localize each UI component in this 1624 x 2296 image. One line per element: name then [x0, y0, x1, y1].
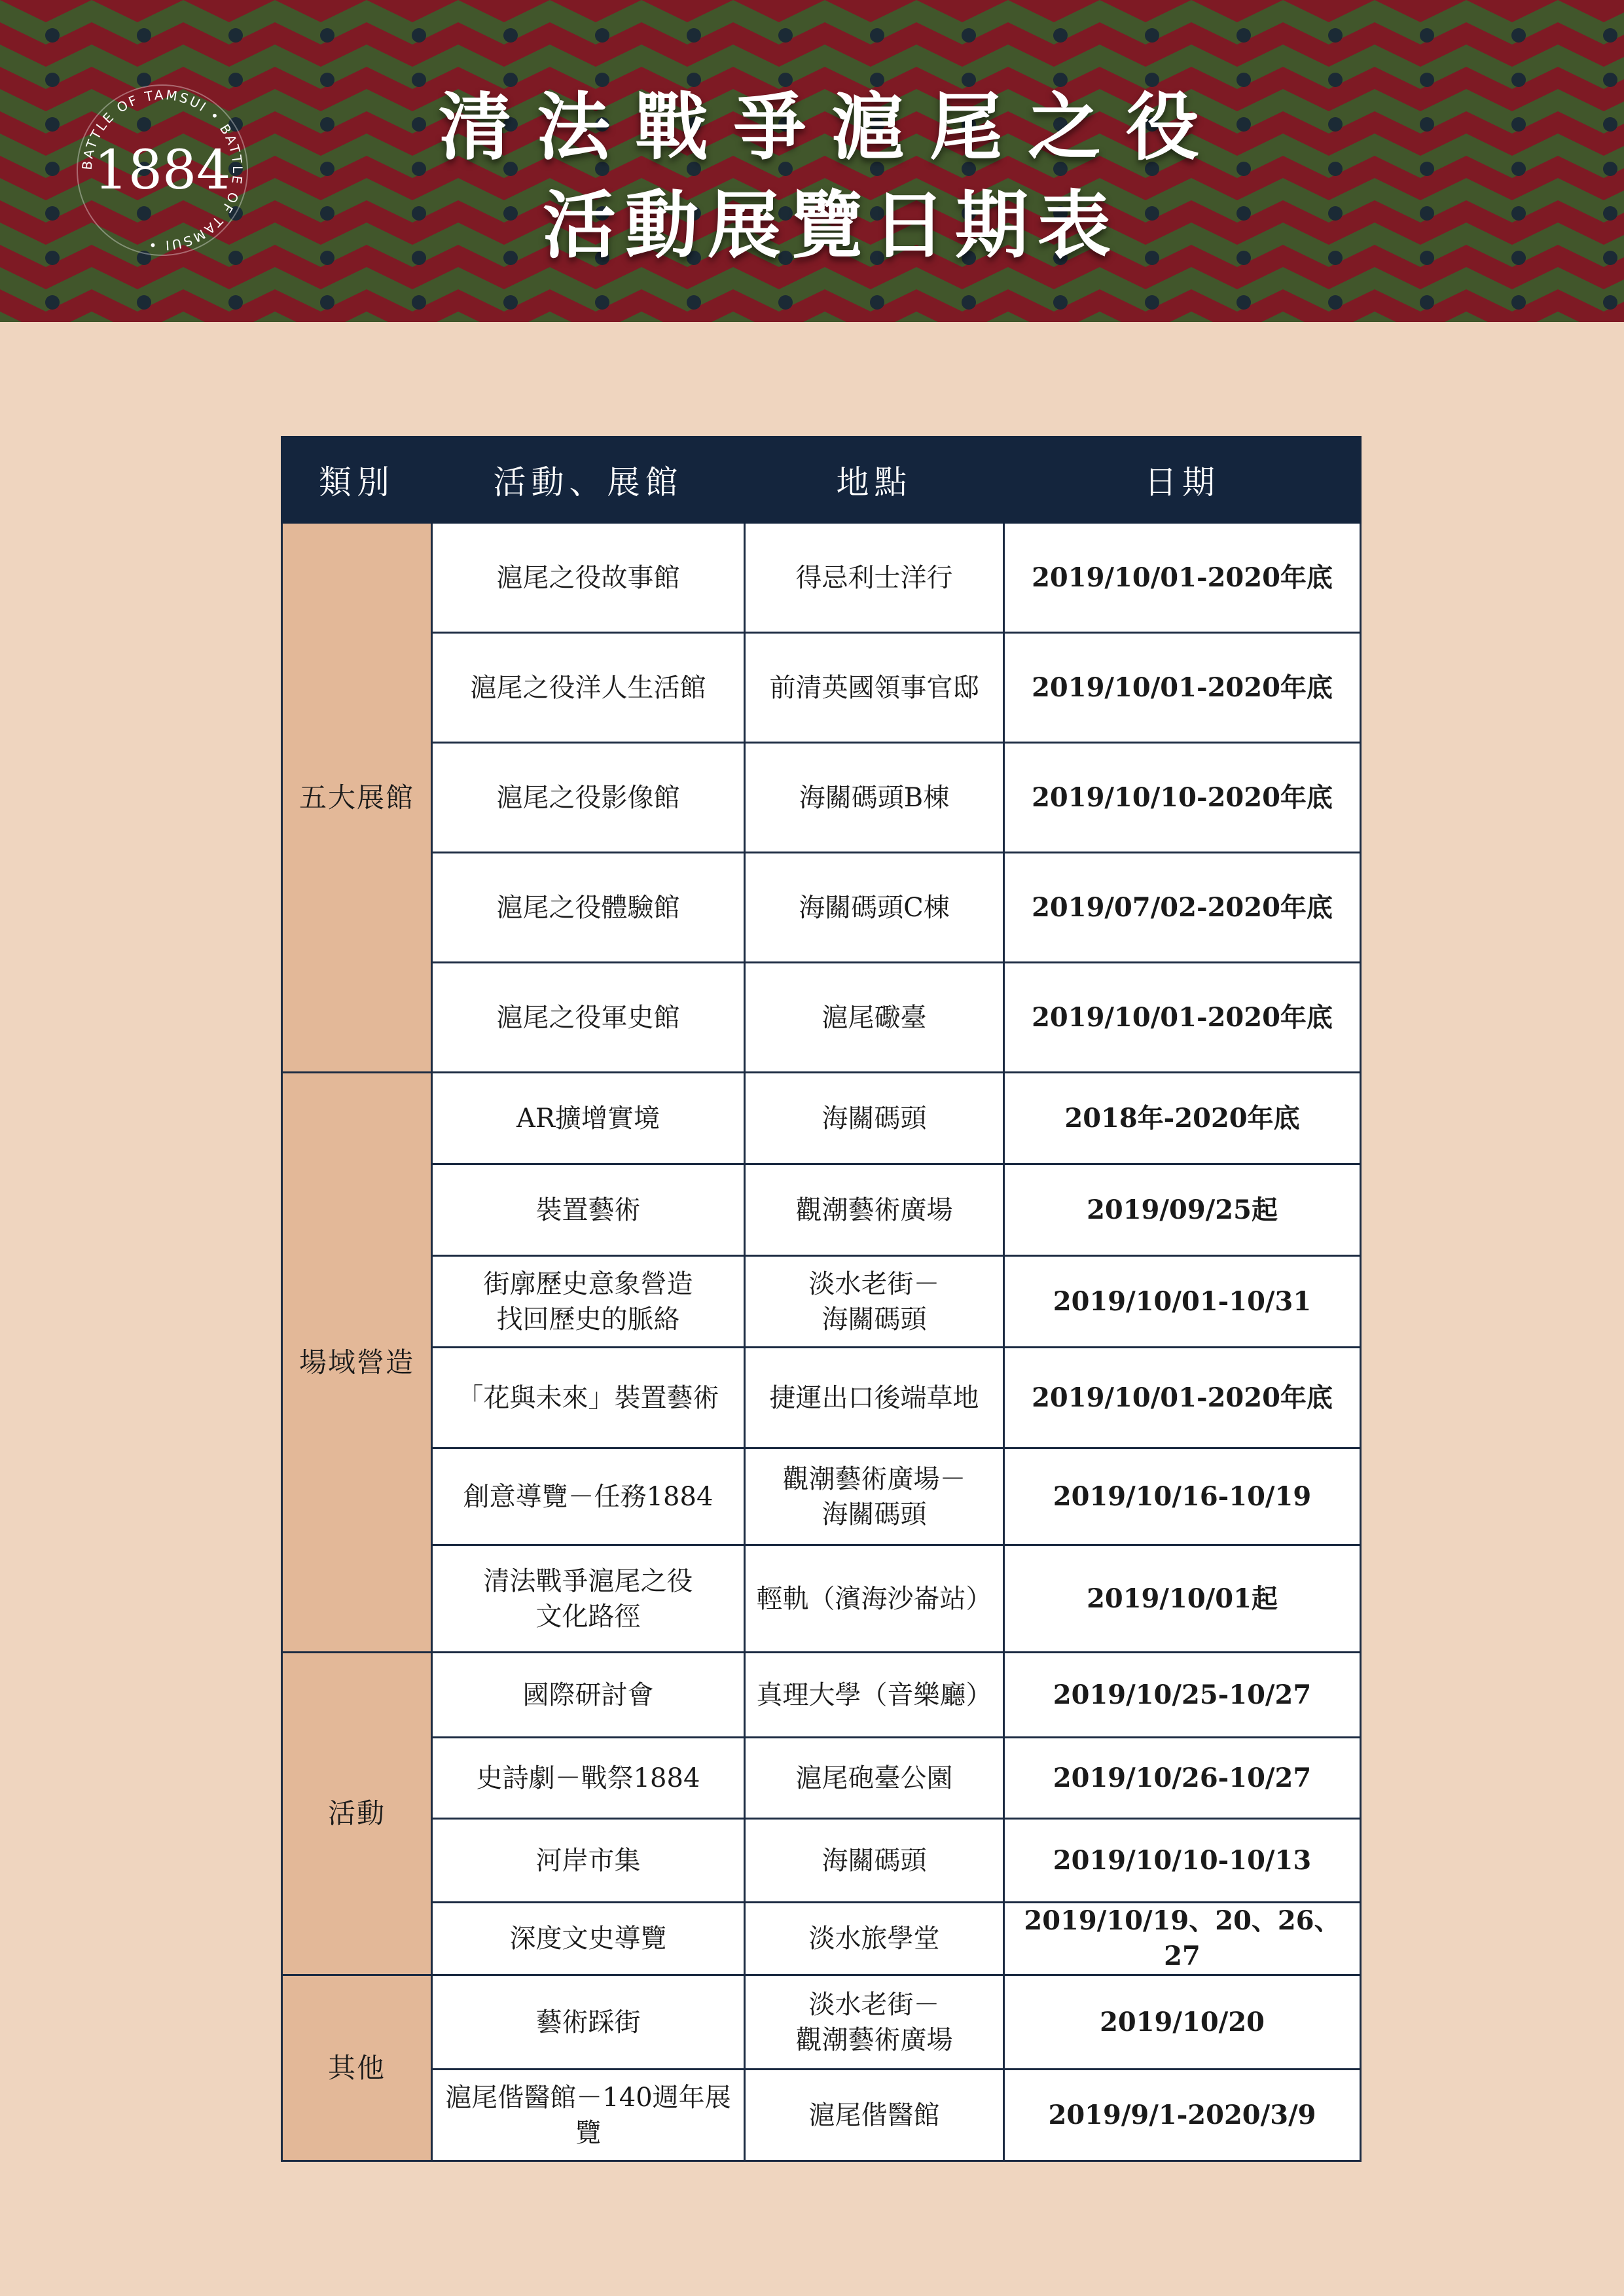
- table-row: [282, 1653, 1361, 1738]
- location-cell: 滬尾礮臺: [745, 963, 1004, 1073]
- activity-cell: 裝置藝術: [432, 1164, 745, 1256]
- location-cell: 捷運出口後端草地: [745, 1348, 1004, 1448]
- date-cell: 2019/9/1-2020/3/9: [1004, 2070, 1361, 2161]
- location-cell: 淡水旅學堂: [745, 1903, 1004, 1975]
- activity-cell: 創意導覽－任務1884: [432, 1448, 745, 1545]
- location-cell: 輕軌（濱海沙崙站）: [745, 1545, 1004, 1653]
- table-row: [282, 633, 1361, 743]
- header-activity: 活動、展館: [432, 437, 745, 523]
- date-cell: 2019/10/20: [1004, 1975, 1361, 2070]
- header-banner: [0, 0, 1624, 322]
- activity-cell: 「花與未來」裝置藝術: [432, 1348, 745, 1448]
- location-cell: 前清英國領事官邸: [745, 633, 1004, 743]
- table-body: [282, 523, 1361, 2161]
- title-line-1: 清法戰爭滬尾之役: [439, 84, 1224, 170]
- table-row: [282, 1348, 1361, 1448]
- location-cell: 觀潮藝術廣場－ 海關碼頭: [745, 1448, 1004, 1545]
- location-cell: 滬尾砲臺公園: [745, 1738, 1004, 1819]
- battle-of-tamsui-logo: [71, 79, 254, 262]
- activity-cell: 河岸市集: [432, 1819, 745, 1903]
- logo-ring-text: BATTLE OF TAMSUI • BATTLE OF TAMSUI •: [79, 86, 246, 254]
- table-row: [282, 1738, 1361, 1819]
- category-cell: 其他: [282, 1975, 432, 2161]
- location-cell: 海關碼頭: [745, 1073, 1004, 1164]
- activity-cell: AR擴增實境: [432, 1073, 745, 1164]
- location-cell: 淡水老街－ 觀潮藝術廣場: [745, 1975, 1004, 2070]
- date-cell: 2019/10/19、20、26、27: [1004, 1903, 1361, 1975]
- activity-cell: 深度文史導覽: [432, 1903, 745, 1975]
- table-row: [282, 1819, 1361, 1903]
- category-cell: 場域營造: [282, 1073, 432, 1653]
- location-cell: 滬尾偕醫館: [745, 2070, 1004, 2161]
- category-cell: 活動: [282, 1653, 432, 1975]
- date-cell: 2019/10/01-10/31: [1004, 1256, 1361, 1348]
- table-row: [282, 1448, 1361, 1545]
- activity-cell: 滬尾之役軍史館: [432, 963, 745, 1073]
- activity-cell: 藝術踩街: [432, 1975, 745, 2070]
- header-category: 類別: [282, 437, 432, 523]
- category-cell: 五大展館: [282, 523, 432, 1073]
- location-cell: 觀潮藝術廣場: [745, 1164, 1004, 1256]
- table-row: [282, 523, 1361, 633]
- activity-cell: 史詩劇－戰祭1884: [432, 1738, 745, 1819]
- table-header-row: [282, 437, 1361, 523]
- activity-cell: 滬尾之役體驗館: [432, 853, 745, 963]
- location-cell: 海關碼頭B棟: [745, 743, 1004, 853]
- activity-cell: 清法戰爭滬尾之役 文化路徑: [432, 1545, 745, 1653]
- table-row: [282, 743, 1361, 853]
- date-cell: 2019/10/16-10/19: [1004, 1448, 1361, 1545]
- location-cell: 真理大學（音樂廳）: [745, 1653, 1004, 1738]
- page-title: [340, 79, 1322, 275]
- date-cell: 2019/10/01-2020年底: [1004, 633, 1361, 743]
- location-cell: 海關碼頭: [745, 1819, 1004, 1903]
- header-date: 日期: [1004, 437, 1361, 523]
- table-row: [282, 1975, 1361, 2070]
- date-cell: 2019/10/01-2020年底: [1004, 523, 1361, 633]
- activity-cell: 滬尾之役影像館: [432, 743, 745, 853]
- table-row: [282, 1545, 1361, 1653]
- date-cell: 2019/10/01-2020年底: [1004, 963, 1361, 1073]
- date-cell: 2019/10/01起: [1004, 1545, 1361, 1653]
- table-row: [282, 853, 1361, 963]
- title-line-2: 活動展覽日期表: [543, 183, 1120, 268]
- table-row: [282, 963, 1361, 1073]
- date-cell: 2019/09/25起: [1004, 1164, 1361, 1256]
- date-cell: 2019/10/10-2020年底: [1004, 743, 1361, 853]
- table-row: [282, 1164, 1361, 1256]
- table-row: [282, 1073, 1361, 1164]
- date-cell: 2019/10/01-2020年底: [1004, 1348, 1361, 1448]
- logo-year: 1884: [94, 139, 231, 202]
- date-cell: 2019/07/02-2020年底: [1004, 853, 1361, 963]
- location-cell: 淡水老街－ 海關碼頭: [745, 1256, 1004, 1348]
- date-cell: 2018年-2020年底: [1004, 1073, 1361, 1164]
- table-row: [282, 2070, 1361, 2161]
- activity-cell: 滬尾之役洋人生活館: [432, 633, 745, 743]
- table-row: [282, 1903, 1361, 1975]
- activity-cell: 國際研討會: [432, 1653, 745, 1738]
- date-cell: 2019/10/10-10/13: [1004, 1819, 1361, 1903]
- location-cell: 得忌利士洋行: [745, 523, 1004, 633]
- activity-cell: 滬尾之役故事館: [432, 523, 745, 633]
- header-location: 地點: [745, 437, 1004, 523]
- table-row: [282, 1256, 1361, 1348]
- activity-cell: 街廓歷史意象營造 找回歷史的脈絡: [432, 1256, 745, 1348]
- date-cell: 2019/10/26-10/27: [1004, 1738, 1361, 1819]
- location-cell: 海關碼頭C棟: [745, 853, 1004, 963]
- date-cell: 2019/10/25-10/27: [1004, 1653, 1361, 1738]
- schedule-table: [281, 436, 1362, 2162]
- activity-cell: 滬尾偕醫館－140週年展覽: [432, 2070, 745, 2161]
